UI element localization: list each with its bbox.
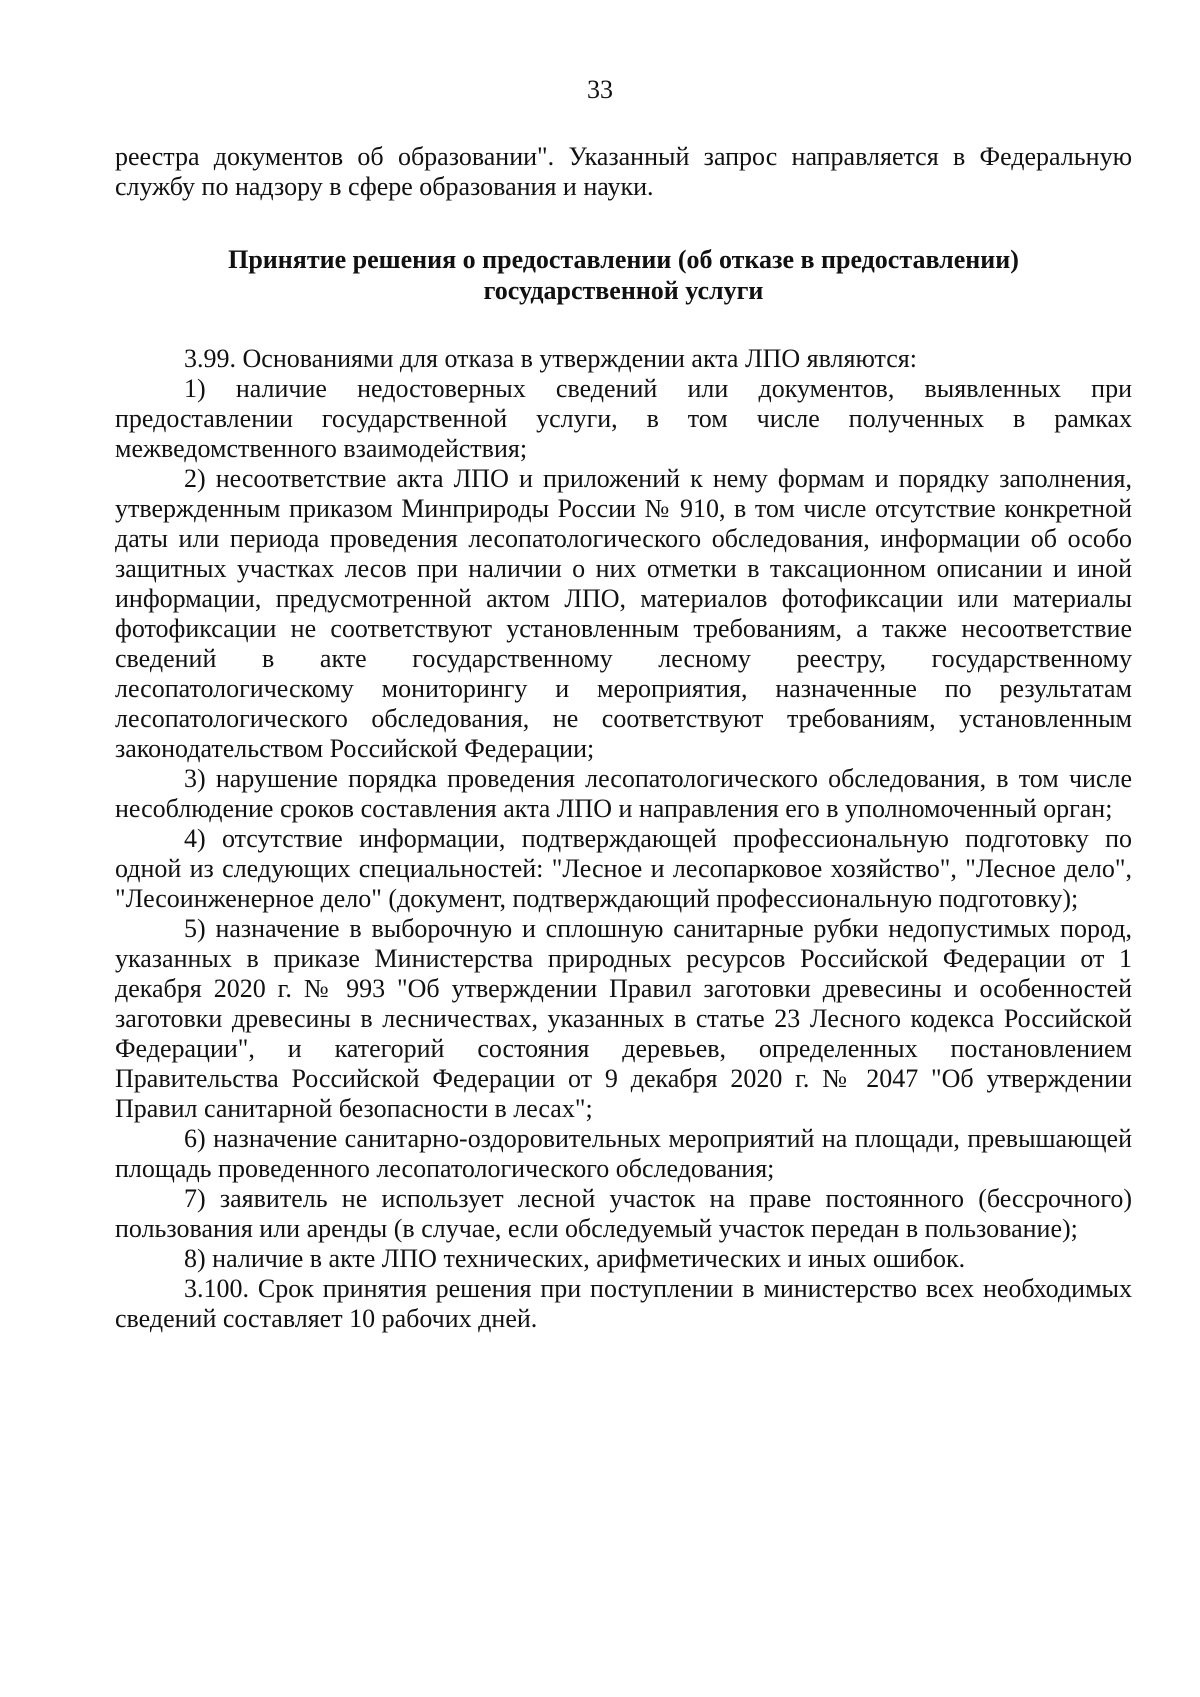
document-body: [115, 142, 1132, 1334]
list-item-7: 7) заявитель не использует лесной участок на праве постоянного (бессрочного) пользования или аренды (в случае, если обследуемый участок передан в пользование);: [115, 1184, 1132, 1243]
list-item-6: 6) назначение санитарно-оздоровительных мероприятий на площади, превышающей площадь проведенного лесопатологического обследования;: [115, 1124, 1132, 1183]
paragraph-3-100: 3.100. Срок принятия решения при поступлении в министерство всех необходимых сведений составляет 10 рабочих дней.: [115, 1274, 1132, 1333]
list-item-8: 8) наличие в акте ЛПО технических, арифметических и иных ошибок.: [184, 1244, 966, 1273]
section-heading: [115, 244, 1132, 306]
section-heading-line-1: Принятие решения о предоставлении (об отказе в предоставлении): [228, 245, 1019, 274]
paragraph-3-99: 3.99. Основаниями для отказа в утверждении акта ЛПО являются:: [184, 344, 917, 373]
list-item-4: 4) отсутствие информации, подтверждающей профессиональную подготовку по одной из следующих специальностей: "Лесное и лесопарковое хозяйство", "Лесное дело", "Лесоинженерное дело" (документ, подтверждающий профессиональную подготовку);: [115, 824, 1132, 913]
list-item-2: 2) несоответствие акта ЛПО и приложений к нему формам и порядку заполнения, утвержденным приказом Минприроды России № 910, в том числе отсутствие конкретной даты или периода проведения лесопатологического обследования, информации об особо защитных участках лесов при наличии о них отметки в таксационном описании и иной информации, предусмотренной актом ЛПО, материалов фотофиксации или материалы фотофиксации не соответствуют установленным требованиям, а также несоответствие сведений в акте государственному лесному реестру, государственному лесопатологическому мониторингу и мероприятия, назначенные по результатам лесопатологического обследования, не соответствуют требованиям, установленным законодательством Российской Федерации;: [115, 464, 1132, 763]
page-number: 33: [587, 75, 613, 104]
list-item-1: 1) наличие недостоверных сведений или документов, выявленных при предоставлении государственной услуги, в том числе полученных в рамках межведомственного взаимодействия;: [115, 374, 1132, 463]
intro-paragraph: реестра документов об образовании". Указанный запрос направляется в Федеральную службу по надзору в сфере образования и науки.: [115, 142, 1132, 201]
list-item-5: 5) назначение в выборочную и сплошную санитарные рубки недопустимых пород, указанных в приказе Министерства природных ресурсов Российской Федерации от 1 декабря 2020 г. № 993 "Об утверждении Правил заготовки древесины и особенностей заготовки древесины в лесничествах, указанных в статье 23 Лесного кодекса Российской Федерации", и категорий состояния деревьев, определенных постановлением Правительства Российской Федерации от 9 декабря 2020 г. № 2047 "Об утверждении Правил санитарной безопасности в лесах";: [115, 914, 1132, 1123]
list-item-3: 3) нарушение порядка проведения лесопатологического обследования, в том числе несоблюдение сроков составления акта ЛПО и направления его в уполномоченный орган;: [115, 764, 1132, 823]
section-heading-line-2: государственной услуги: [483, 276, 764, 305]
